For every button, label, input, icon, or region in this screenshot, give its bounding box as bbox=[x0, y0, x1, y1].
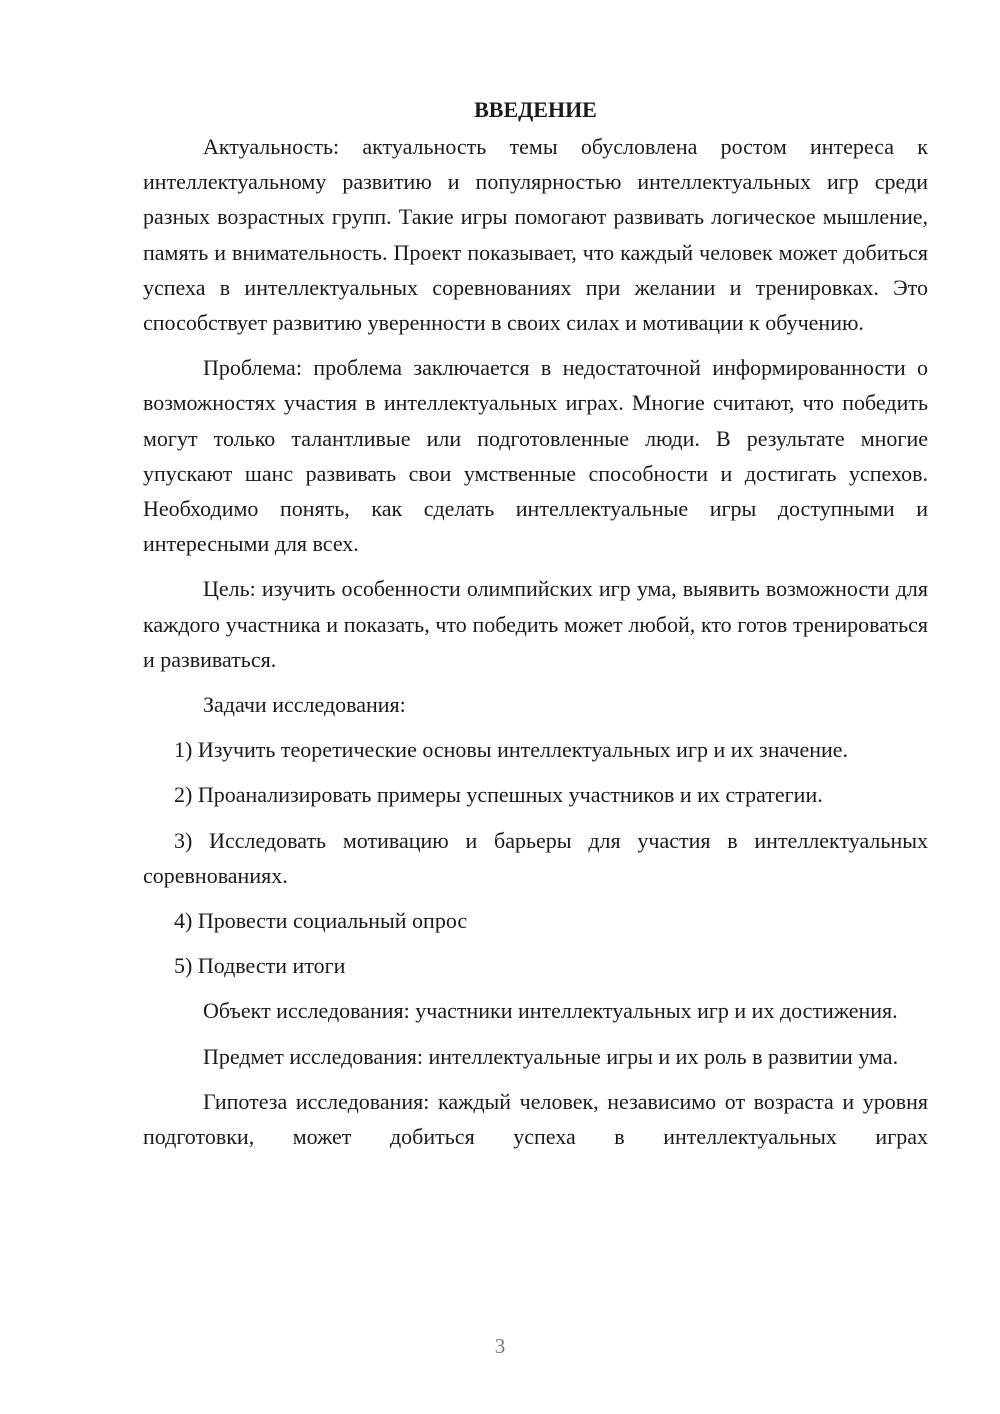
problem-paragraph: Проблема: проблема заключается в недостаточной информированности о возможностях участия в интеллектуальных играх. Многие считают, что победить могут только талантливые или подготовленные люди. В результате многие упускают шанс развивать свои умственные способности и достигать успехов. Необходимо понять, как сделать интеллектуальные игры доступными и интересными для всех. bbox=[143, 355, 928, 557]
relevance-paragraph: Актуальность: актуальность темы обусловлена ростом интереса к интеллектуальному развитию и популярностью интеллектуальных игр среди разных возрастных групп. Такие игры помогают развивать логическое мышление, память и внимательность. Проект показывает, что каждый человек может добиться успеха в интеллектуальных соревнованиях при желании и тренировках. Это способствует развитию уверенности в своих силах и мотивации к обучению. bbox=[143, 134, 928, 336]
section-title: ВВЕДЕНИЕ bbox=[474, 97, 597, 122]
task-item-4: 4) Провести социальный опрос bbox=[174, 908, 468, 934]
task-item-5: 5) Подвести итоги bbox=[174, 953, 346, 979]
document-page bbox=[143, 92, 928, 1164]
page-number: 3 bbox=[494, 1334, 506, 1358]
tasks-heading: Задачи исследования: bbox=[203, 692, 406, 718]
subject-paragraph: Предмет исследования: интеллектуальные игры и их роль в развитии ума. bbox=[203, 1043, 899, 1069]
task-item-3: 3) Исследовать мотивацию и барьеры для участия в интеллектуальных соревнованиях. bbox=[143, 827, 928, 888]
hypothesis-paragraph: Гипотеза исследования: каждый человек, независимо от возраста и уровня подготовки, может добиться успеха в интеллектуальных играх bbox=[143, 1088, 928, 1150]
task-item-2: 2) Проанализировать примеры успешных участников и их стратегии. bbox=[174, 782, 823, 808]
goal-paragraph: Цель: изучить особенности олимпийских игр ума, выявить возможности для каждого участника и показать, что победить может любой, кто готов тренироваться и развиваться. bbox=[143, 576, 928, 672]
task-item-1: 1) Изучить теоретические основы интеллектуальных игр и их значение. bbox=[174, 737, 849, 763]
object-paragraph: Объект исследования: участники интеллектуальных игр и их достижения. bbox=[203, 998, 898, 1024]
